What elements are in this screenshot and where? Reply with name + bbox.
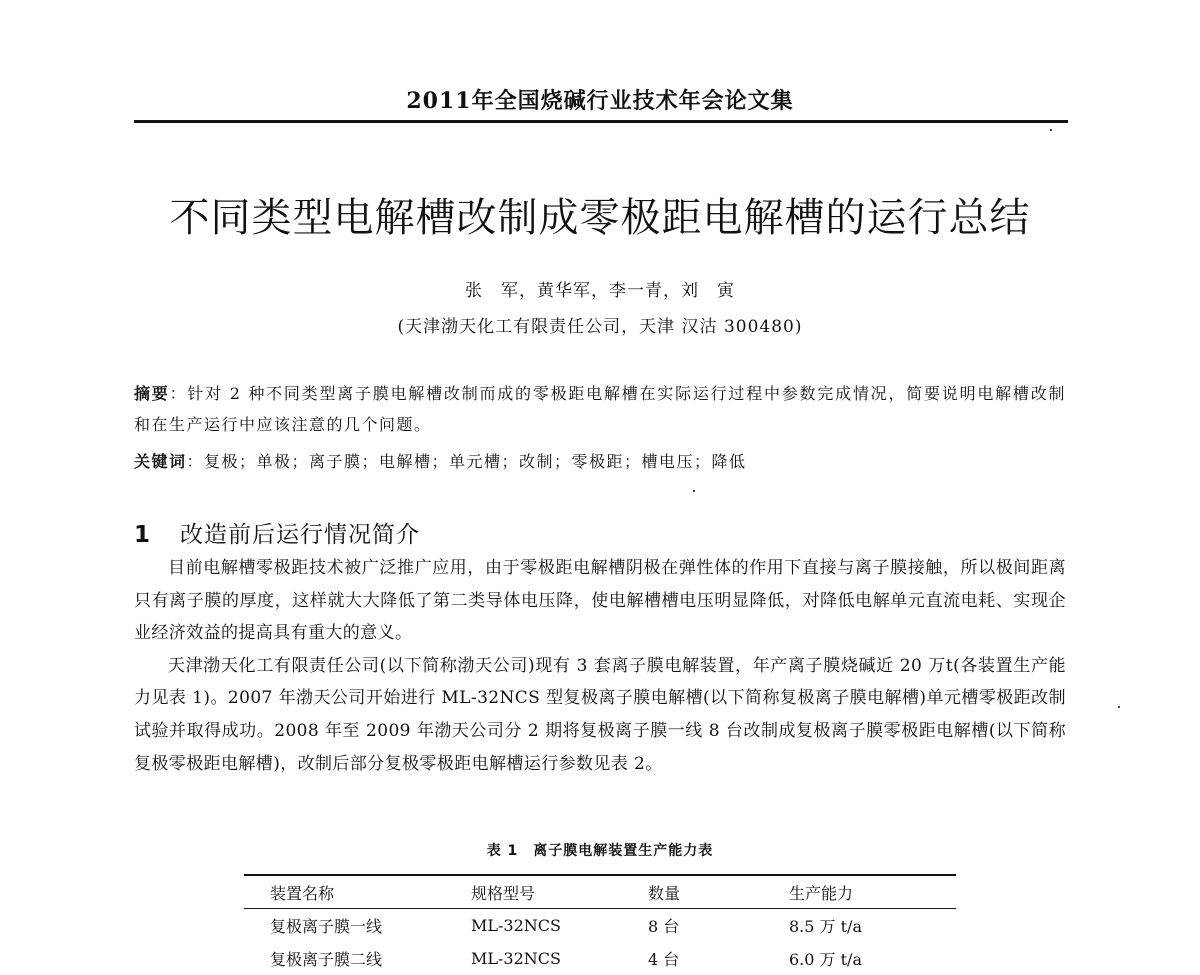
table-row <box>244 909 956 943</box>
table-cell: 6.0 万 t/a <box>789 950 862 969</box>
table-header-row <box>244 875 956 909</box>
table-cell: 复极离子膜二线 <box>270 950 383 969</box>
table-cell: 8.5 万 t/a <box>789 917 862 936</box>
section-title: 改造前后运行情况简介 <box>180 522 420 548</box>
column-header: 装置名称 <box>244 875 471 909</box>
column-header: 生产能力 <box>789 875 956 909</box>
header-rule <box>134 120 1068 123</box>
table-cell: 8 台 <box>648 917 680 936</box>
table-cell: 复极离子膜一线 <box>270 917 383 936</box>
body-text <box>134 552 1066 780</box>
table-caption: 表 1 离子膜电解装置生产能力表 <box>486 843 714 859</box>
abstract <box>134 378 1066 440</box>
paragraph: 目前电解槽零极距技术被广泛推广应用，由于零极距电解槽阴极在弹性体的作用下直接与离子膜接触，所以极间距离只有离子膜的厚度，这样就大大降低了第二类导体电压降，使电解槽槽电压明显降低，对降低电解单元直流电耗、实现企业经济效益的提高具有重大的意义。 <box>134 558 1066 644</box>
table-cell: 4 台 <box>648 950 680 969</box>
abstract-label: 摘要 <box>134 384 170 403</box>
column-header: 数量 <box>648 875 789 909</box>
author-list: 张 军，黄华军，李一青，刘 寅 <box>465 281 735 301</box>
capacity-table <box>244 874 956 975</box>
table-cell: ML-32NCS <box>471 916 561 935</box>
column-header: 规格型号 <box>471 875 648 909</box>
table-cell: ML-32NCS <box>471 949 561 968</box>
running-header: 2011年全国烧碱行业技术年会论文集 <box>406 88 794 114</box>
keywords-label: 关键词 <box>134 452 187 471</box>
keywords-text: ：复极；单极；离子膜；电解槽；单元槽；改制；零极距；槽电压；降低 <box>186 452 747 471</box>
scan-speck <box>693 490 695 492</box>
article-title: 不同类型电解槽改制成零极距电解槽的运行总结 <box>169 195 1031 241</box>
section-heading <box>134 516 1066 549</box>
section-number: 1 <box>134 522 152 548</box>
paragraph: 天津渤天化工有限责任公司(以下简称渤天公司)现有 3 套离子膜电解装置，年产离子膜烧碱近 20 万t(各装置生产能力见表 1)。2007 年渤天公司开始进行 ML-32NCS 型复极离子膜电解槽(以下简称复极离子膜电解槽)单元槽零极距改制试验并取得成功。2008 年至 2009 年渤天公司分 2 期将复极离子膜一线 8 台改制成复极离子膜零极距电解槽(以下简称复极零极距电解槽)，改制后部分复极零极距电解槽运行参数见表 2。 <box>134 655 1066 774</box>
abstract-text: ：针对 2 种不同类型离子膜电解槽改制而成的零极距电解槽在实际运行过程中参数完成情况，简要说明电解槽改制和在生产运行中应该注意的几个问题。 <box>134 384 1066 434</box>
affiliation: (天津渤天化工有限责任公司，天津 汉沽 300480) <box>397 317 803 337</box>
keywords <box>134 446 1066 477</box>
scan-speck <box>1050 129 1052 131</box>
table-row <box>244 942 956 975</box>
scan-speck <box>1118 706 1120 708</box>
